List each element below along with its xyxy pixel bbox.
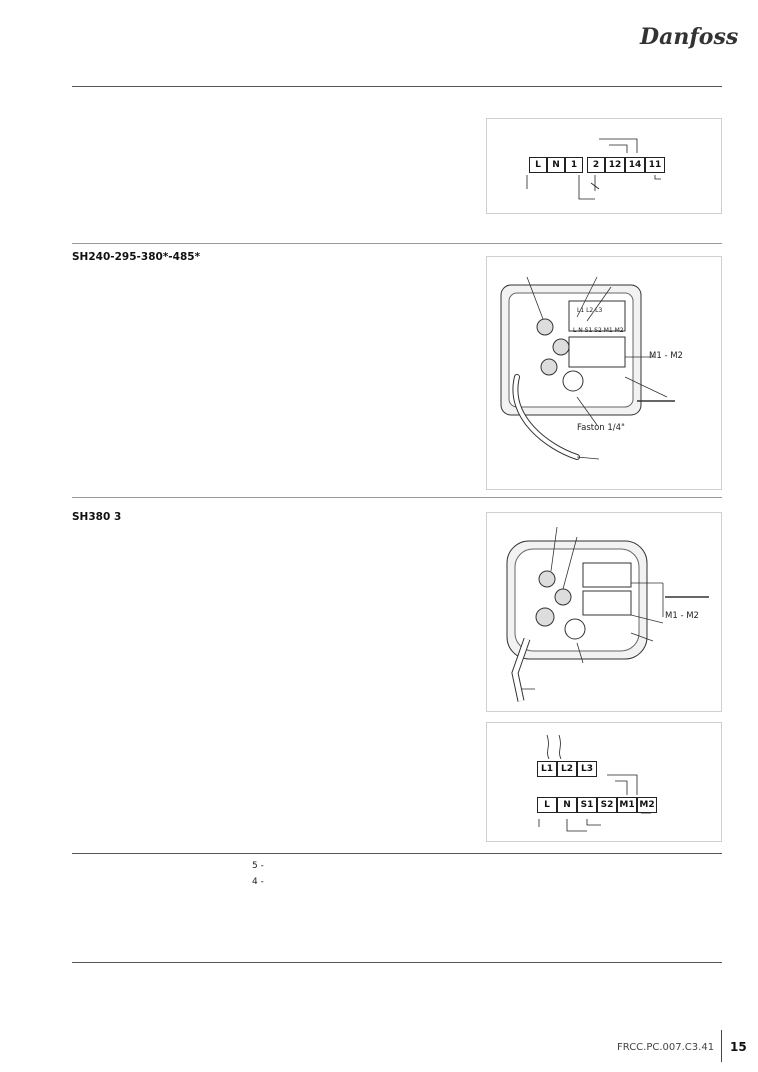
fig1-terminal: 11 <box>645 157 665 173</box>
fig1-terminal: L <box>529 157 547 173</box>
brand-logo: Danfoss <box>640 24 739 50</box>
section3-model-code: 3 <box>113 511 122 523</box>
section3-model: SH380 <box>72 511 114 523</box>
fig1-terminal: 14 <box>625 157 645 173</box>
ip-line: 4 - <box>252 877 264 887</box>
section3-label <box>72 510 121 525</box>
section2-label <box>72 250 200 265</box>
header-rule <box>72 86 722 87</box>
footer-doc-code: FRCC.PC.007.C3.41 <box>617 1042 715 1053</box>
ip-line: 5 - <box>252 861 264 871</box>
fig1-terminal: 2 <box>587 157 605 173</box>
fig2-drawing <box>487 257 721 489</box>
fig4-terminal: S2 <box>597 797 617 813</box>
section3-rule <box>72 497 722 498</box>
fig2-label-m1m2: M1 - M2 <box>649 351 683 361</box>
fig4-terminal: L <box>537 797 557 813</box>
fig1-terminal: 1 <box>565 157 583 173</box>
section1-wiring-figure <box>486 118 722 214</box>
fig3-label-m1m2: M1 - M2 <box>665 611 699 621</box>
fig4-terminal: S1 <box>577 797 597 813</box>
ip-section-rule <box>72 853 722 854</box>
fig4-phase-terminal: L2 <box>557 761 577 777</box>
temp-section-rule <box>72 962 722 963</box>
section2-rule <box>72 243 722 244</box>
fig4-terminal: M1 <box>617 797 637 813</box>
fig4-terminal: M2 <box>637 797 657 813</box>
section2-model: SH240-295-380*-485* <box>72 251 201 263</box>
fig4-phase-terminal: L1 <box>537 761 557 777</box>
fig4-terminal: N <box>557 797 577 813</box>
fig2-label-faston: Faston 1/4" <box>577 423 625 433</box>
footer-divider <box>721 1030 722 1062</box>
fig4-wires <box>487 723 721 841</box>
section3-terminal-box-figure <box>486 512 722 712</box>
section2-text <box>234 250 474 258</box>
page-number: 15 <box>730 1040 747 1054</box>
fig2-strip-text: L N S1 S2 M1 M2 <box>573 327 624 334</box>
ip-section-text <box>234 858 722 890</box>
fig1-terminal: 12 <box>605 157 625 173</box>
fig4-phase-terminal: L3 <box>577 761 597 777</box>
fig1-terminal: N <box>547 157 565 173</box>
fig2-strip-text: L1 L2 L3 <box>577 307 603 314</box>
section2-terminal-box-figure <box>486 256 722 490</box>
section4-wiring-figure <box>486 722 722 842</box>
